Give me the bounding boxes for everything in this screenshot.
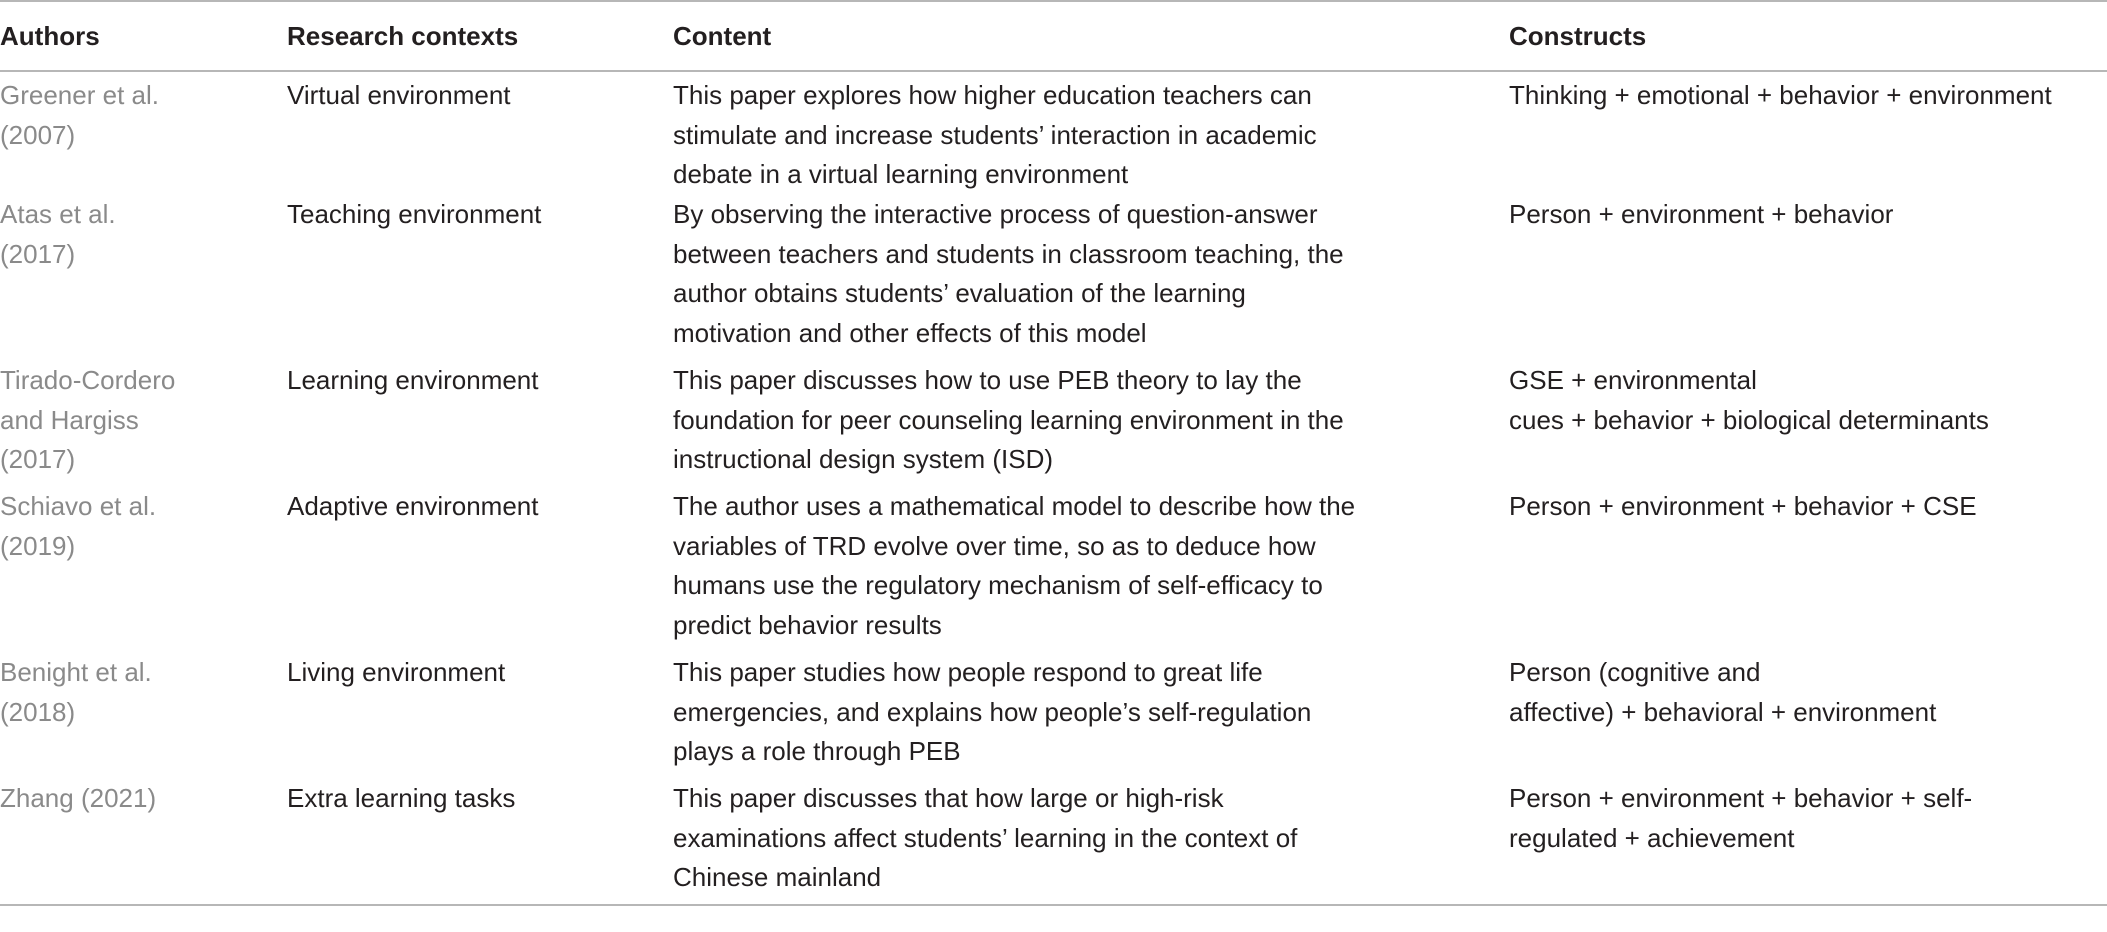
cell-authors: Tirado-Cordero and Hargiss (2017) <box>0 365 176 474</box>
cell-content: This paper discusses how to use PEB theory to lay the foundation for peer counseling learning environment in the instructional design system (ISD) <box>673 365 1344 474</box>
table-body <box>0 71 2107 905</box>
cell-content: By observing the interactive process of question-answer between teachers and students in classroom teaching, the author obtains students’ evaluation of the learning motivation and other effects of this model <box>673 199 1344 348</box>
header-row <box>0 1 2107 71</box>
header-authors: Authors <box>0 20 100 51</box>
header-constructs: Constructs <box>1509 20 1647 51</box>
cell-research-context: Extra learning tasks <box>287 783 516 813</box>
header-content: Content <box>673 20 772 51</box>
cell-constructs: Person + environment + behavior + self- regulated + achievement <box>1509 783 1973 853</box>
cell-content: The author uses a mathematical model to describe how the variables of TRD evolve over time, so as to deduce how humans use the regulatory mechanism of self-efficacy to predict behavior results <box>673 491 1356 640</box>
cell-content: This paper explores how higher education teachers can stimulate and increase students’ interaction in academic debate in a virtual learning environment <box>673 80 1317 189</box>
table-row <box>0 779 2107 905</box>
cell-authors: Benight et al. (2018) <box>0 657 152 727</box>
cell-authors: Schiavo et al. (2019) <box>0 491 157 561</box>
cell-authors: Greener et al. (2007) <box>0 80 159 150</box>
cell-constructs: Person (cognitive and affective) + behavioral + environment <box>1509 657 1937 727</box>
cell-constructs: GSE + environmental cues + behavior + biological determinants <box>1509 365 1989 435</box>
cell-content: This paper discusses that how large or high-risk examinations affect students’ learning in the context of Chinese mainland <box>673 783 1298 892</box>
cell-constructs: Thinking + emotional + behavior + environment <box>1509 80 2052 110</box>
table-row <box>0 71 2107 195</box>
header-research-contexts: Research contexts <box>287 20 519 51</box>
cell-research-context: Living environment <box>287 657 506 687</box>
table-row <box>0 487 2107 653</box>
cell-research-context: Virtual environment <box>287 80 511 110</box>
cell-authors: Zhang (2021) <box>0 783 157 813</box>
cell-research-context: Learning environment <box>287 365 539 395</box>
cell-content: This paper studies how people respond to great life emergencies, and explains how people’s self-regulation plays a role through PEB <box>673 657 1312 766</box>
cell-research-context: Adaptive environment <box>287 491 539 521</box>
cell-constructs: Person + environment + behavior <box>1509 199 1894 229</box>
cell-research-context: Teaching environment <box>287 199 542 229</box>
table-row <box>0 653 2107 779</box>
table-header <box>0 1 2107 71</box>
table-row <box>0 195 2107 361</box>
cell-constructs: Person + environment + behavior + CSE <box>1509 491 1977 521</box>
cell-authors: Atas et al. (2017) <box>0 199 116 269</box>
table-row <box>0 361 2107 487</box>
